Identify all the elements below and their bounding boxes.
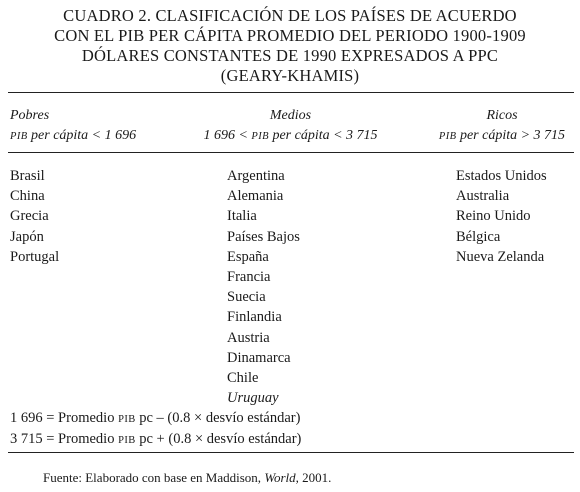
title-line-1: CUADRO 2. CLASIFICACIÓN DE LOS PAÍSES DE ACUERDO xyxy=(63,6,517,25)
list-item: Nueva Zelanda xyxy=(456,248,545,265)
list-item: Países Bajos xyxy=(227,228,300,245)
list-item: Estados Unidos xyxy=(456,168,547,184)
header-ricos-condition: PIB per cápita > 3 715 xyxy=(438,128,566,143)
list-item: Bélgica xyxy=(456,228,501,245)
header-pobres xyxy=(10,106,136,147)
footnote-lower-threshold: 1 696 = Promedio PIB pc – (0.8 × desvío estándar) xyxy=(10,410,301,426)
header-ricos xyxy=(432,106,572,147)
footnote-upper-threshold: 3 715 = Promedio PIB pc + (0.8 × desvío estándar) xyxy=(10,431,302,447)
list-item: Francia xyxy=(227,269,271,286)
list-item: Dinamarca xyxy=(227,349,291,366)
list-item: Chile xyxy=(227,370,259,387)
list-item: Reino Unido xyxy=(456,208,531,225)
top-rule xyxy=(8,92,574,93)
list-item-italic: Uruguay xyxy=(227,390,279,407)
list-item: Portugal xyxy=(10,248,60,265)
bottom-rule xyxy=(8,452,574,453)
header-medios-name: Medios xyxy=(269,108,312,123)
column-ricos xyxy=(456,166,547,267)
header-medios xyxy=(203,106,378,147)
list-item: Grecia xyxy=(10,208,49,225)
list-item: Austria xyxy=(227,329,270,346)
list-item: China xyxy=(10,188,45,205)
list-item: Suecia xyxy=(227,289,266,306)
header-pobres-name: Pobres xyxy=(10,108,50,123)
title-line-4: (GEARY-KHAMIS) xyxy=(220,66,360,85)
header-rule xyxy=(8,152,574,153)
list-item: Japón xyxy=(10,228,44,245)
header-pobres-condition: PIB per cápita < 1 696 xyxy=(10,128,137,143)
list-item: España xyxy=(227,248,269,265)
list-item: Brasil xyxy=(10,168,45,184)
header-ricos-name: Ricos xyxy=(486,108,518,123)
table-title xyxy=(0,6,580,86)
list-item: Argentina xyxy=(227,168,285,184)
source-note: Fuente: Elaborado con base en Maddison, World, 2001. xyxy=(43,470,332,485)
title-line-2: CON EL PIB PER CÁPITA PROMEDIO DEL PERIODO 1900-1909 xyxy=(54,26,526,45)
header-medios-condition: 1 696 < PIB per cápita < 3 715 xyxy=(203,128,378,143)
column-medios xyxy=(227,166,300,408)
title-line-3: DÓLARES CONSTANTES DE 1990 EXPRESADOS A PPC xyxy=(81,46,499,65)
column-pobres xyxy=(10,166,59,267)
list-item: Alemania xyxy=(227,188,284,205)
list-item: Finlandia xyxy=(227,309,282,326)
list-item: Australia xyxy=(456,188,510,205)
list-item: Italia xyxy=(227,208,257,225)
